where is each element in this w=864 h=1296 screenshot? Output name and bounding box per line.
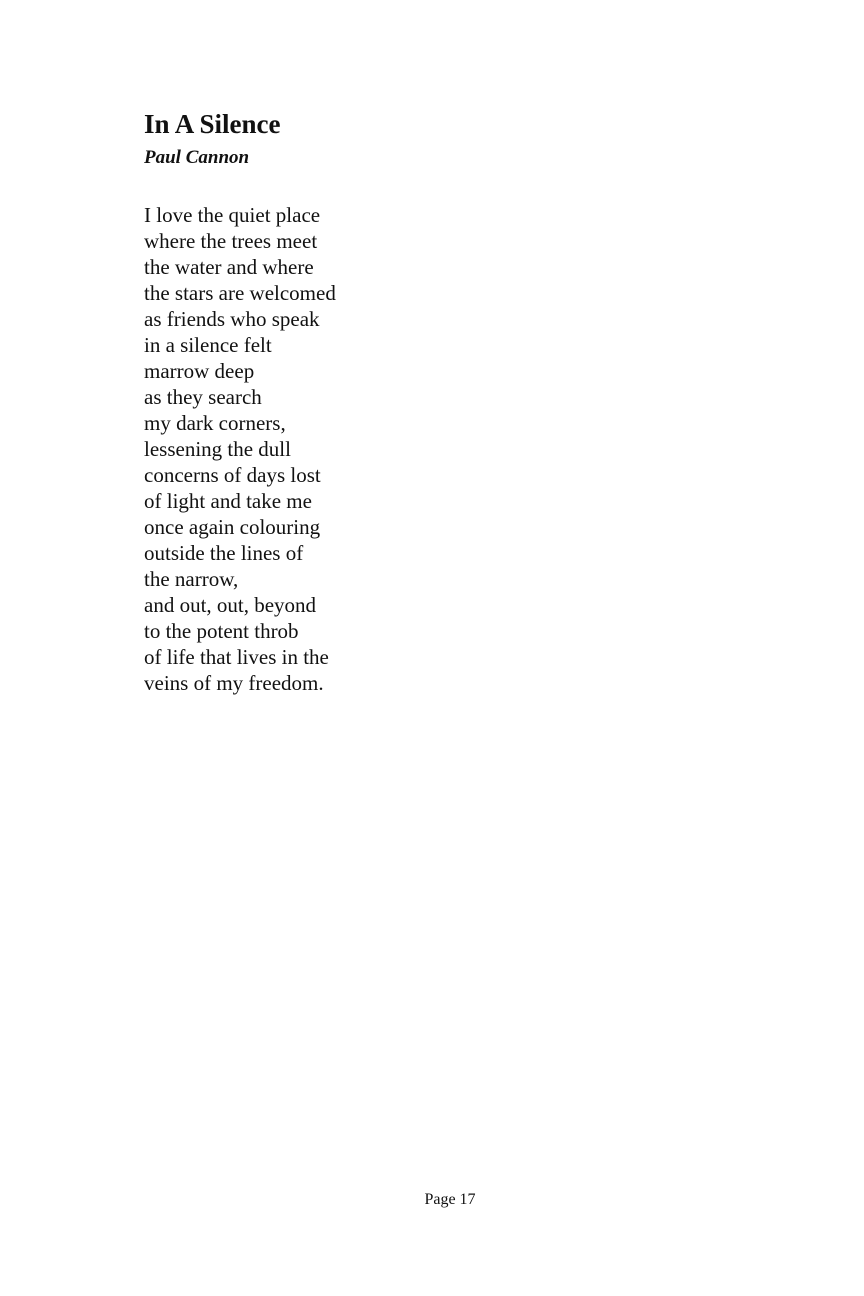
poem-line: the narrow, [144, 567, 239, 591]
poem-line: my dark corners, [144, 411, 286, 435]
poem-author: Paul Cannon [144, 147, 250, 168]
poem-line: of light and take me [144, 489, 312, 513]
poem-line: to the potent throb [144, 619, 299, 643]
poem-body [144, 202, 336, 696]
poem-line: and out, out, beyond [144, 593, 317, 617]
poem-line: lessening the dull [144, 437, 291, 461]
poem-line: outside the lines of [144, 541, 304, 565]
page-number: Page 17 [424, 1191, 476, 1208]
poem-line: I love the quiet place [144, 203, 321, 227]
poem-line: in a silence felt [144, 333, 272, 357]
poem-line: the water and where [144, 255, 314, 279]
poem-line: the stars are welcomed [144, 281, 336, 305]
poem-line: of life that lives in the [144, 645, 329, 669]
poem-line: veins of my freedom. [144, 671, 324, 695]
poem-line: as friends who speak [144, 307, 320, 331]
poem-line: once again colouring [144, 515, 321, 539]
poem-title: In A Silence [144, 109, 281, 139]
poem-line: concerns of days lost [144, 463, 321, 487]
poem-line: where the trees meet [144, 229, 318, 253]
poem-line: marrow deep [144, 359, 255, 383]
poem-line: as they search [144, 385, 262, 409]
